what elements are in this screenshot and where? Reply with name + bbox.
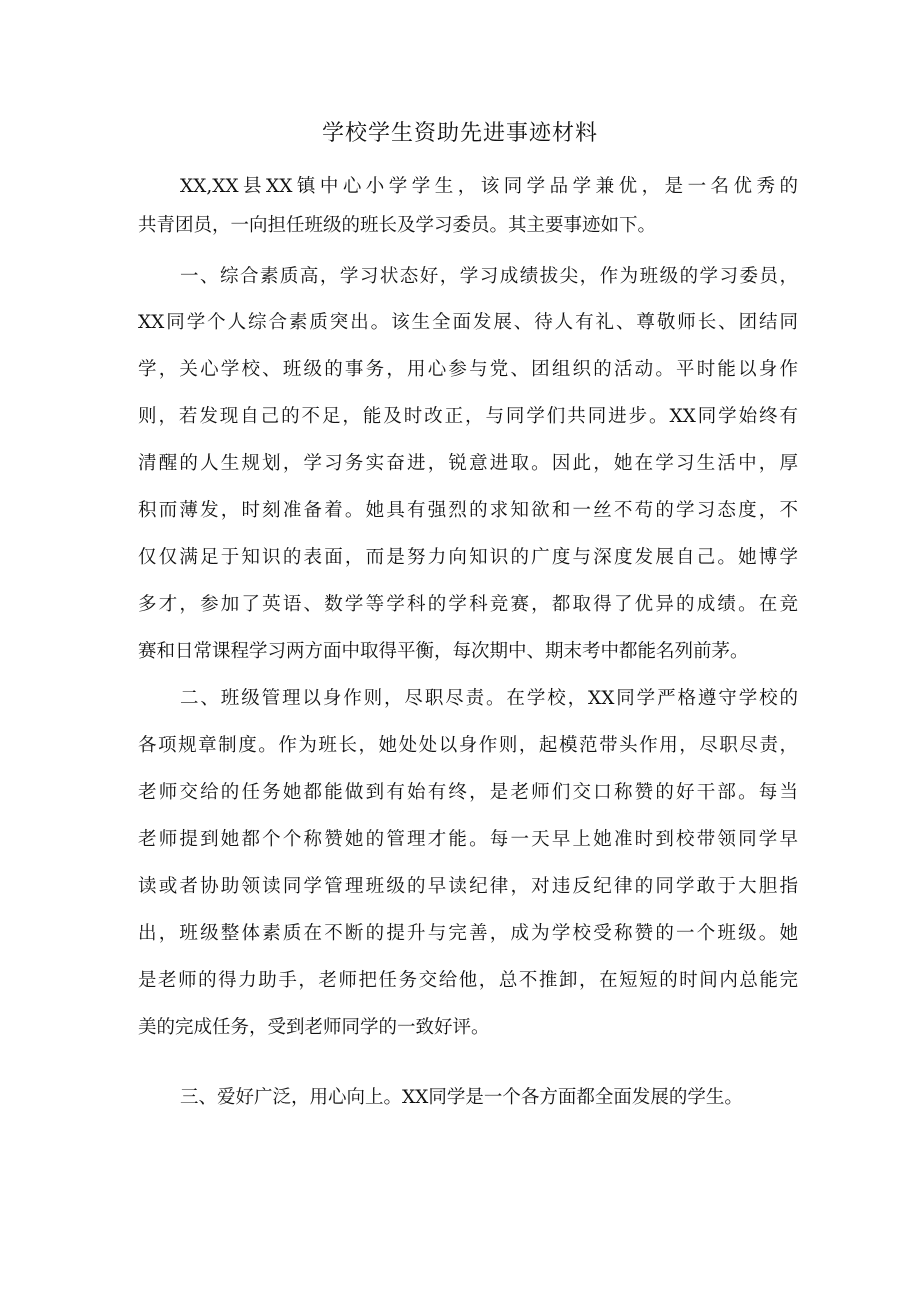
paragraph-1-line-1: XX,XX县XX镇中心小学学生，该同学品学兼优，是一名优秀的 [180,176,798,197]
paragraph-3-line-7: 是老师的得力助手，老师把任务交给他，总不推卸，在短短的时间内总能完 [138,970,798,991]
document-title: 学校学生资助先进事迹材料 [321,121,598,146]
paragraph-2-line-2: XX同学个人综合素质突出。该生全面发展、待人有礼、尊敬师长、团结同 [138,312,798,333]
paragraph-3-line-1: 二、班级管理以身作则，尽职尽责。在学校，XX同学严格遵守学校的 [180,688,798,709]
paragraph-3-line-6: 出，班级整体素质在不断的提升与完善，成为学校受称赞的一个班级。她 [138,923,798,944]
paragraph-3-line-5: 读或者协助领读同学管理班级的早读纪律，对违反纪律的同学敢于大胆指 [138,876,798,897]
paragraph-2-line-4: 则，若发现自己的不足，能及时改正，与同学们共同进步。XX同学始终有 [138,406,798,427]
paragraph-2-line-3: 学，关心学校、班级的事务，用心参与党、团组织的活动。平时能以身作 [138,359,798,380]
paragraph-3-line-4: 老师提到她都个个称赞她的管理才能。每一天早上她准时到校带领同学早 [138,829,798,850]
paragraph-2-line-7: 仅仅满足于知识的表面，而是努力向知识的广度与深度发展自己。她博学 [138,547,798,568]
paragraph-3-line-3: 老师交给的任务她都能做到有始有终，是老师们交口称赞的好干部。每当 [138,782,798,803]
paragraph-2-line-1: 一、综合素质高，学习状态好，学习成绩拔尖，作为班级的学习委员， [180,266,798,287]
paragraph-3-line-8: 美的完成任务，受到老师同学的一致好评。 [138,1017,490,1038]
paragraph-2-line-6: 积而薄发，时刻准备着。她具有强烈的求知欲和一丝不苟的学习态度，不 [138,500,798,521]
paragraph-4-line-1: 三、爱好广泛，用心向上。XX同学是一个各方面都全面发展的学生。 [180,1087,743,1108]
paragraph-2-line-9: 赛和日常课程学习两方面中取得平衡，每次期中、期末考中都能名列前茅。 [138,641,749,662]
paragraph-1-line-2: 共青团员，一向担任班级的班长及学习委员。其主要事迹如下。 [138,215,657,236]
paragraph-2-line-8: 多才，参加了英语、数学等学科的学科竞赛，都取得了优异的成绩。在竞 [138,594,798,615]
paragraph-2-line-5: 清醒的人生规划，学习务实奋进，锐意进取。因此，她在学习生活中，厚 [138,453,798,474]
paragraph-3-line-2: 各项规章制度。作为班长，她处处以身作则，起模范带头作用，尽职尽责， [138,735,798,756]
